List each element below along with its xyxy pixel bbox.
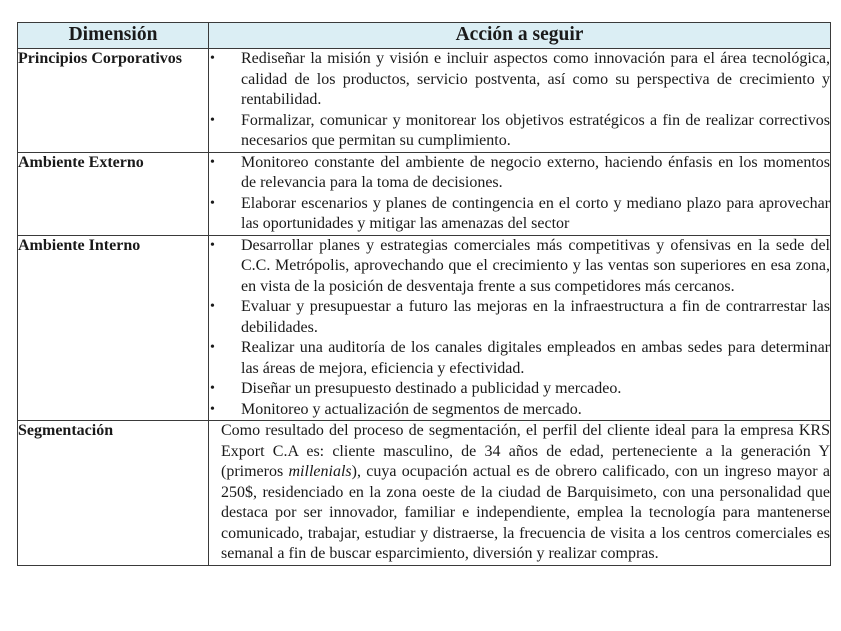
action-item bbox=[209, 400, 830, 421]
action-list bbox=[209, 153, 830, 235]
action-text: Realizar una auditoría de los canales digitales empleados en ambas sedes para determinar las áreas de mejora, eficiencia y efectividad. bbox=[241, 339, 830, 377]
table-row-principios-corporativos bbox=[18, 49, 831, 153]
action-text: Evaluar y presupuestar a futuro las mejoras en la infraestructura a fin de contrarrestar las debilidades. bbox=[241, 298, 830, 336]
action-text: Desarrollar planes y estrategias comerciales más competitivas y ofensivas en la sede del C.C. Metrópolis, aprovechando que el crecimiento y las ventas son superiores en esa zona, en vista de la posición de desventaja frente a sus competidores más cercanos. bbox=[241, 236, 830, 295]
header-row bbox=[18, 23, 831, 49]
bullet-icon: • bbox=[210, 112, 215, 128]
action-item bbox=[209, 297, 830, 338]
action-text: Monitoreo y actualización de segmentos de mercado. bbox=[241, 400, 582, 418]
bullet-icon: • bbox=[210, 154, 215, 170]
action-item bbox=[209, 194, 830, 235]
action-item bbox=[209, 153, 830, 194]
action-cell bbox=[209, 421, 831, 566]
action-cell bbox=[209, 49, 831, 153]
table-row-ambiente-externo bbox=[18, 152, 831, 235]
dimension-cell bbox=[18, 235, 209, 421]
action-text: Monitoreo constante del ambiente de negocio externo, haciendo énfasis en los momentos de relevancia para la toma de decisiones. bbox=[241, 153, 830, 191]
action-item bbox=[209, 379, 830, 400]
paragraph-text: ), cuya ocupación actual es de obrero calificado, con un ingreso mayor a 250$, residenciado en la zona oeste de la ciudad de Barquisimeto, con una personalidad que destaca por ser innovador, familiar e independiente, emplea la tecnología para mantenerse comunicado, trabajar, estudiar y distraerse, la frecuencia de visita a los centros comerciales es semanal a fin de buscar esparcimiento, diversión y realizar compras. bbox=[221, 463, 830, 562]
dimension-label: Ambiente Interno bbox=[18, 236, 141, 254]
action-list bbox=[209, 49, 830, 152]
action-text: Rediseñar la misión y visión e incluir aspectos como innovación para el área tecnológica, calidad de los productos, servicio postventa, así como su perspectiva de crecimiento y rentabilidad. bbox=[241, 50, 830, 108]
paragraph-italic-term: millenials bbox=[288, 463, 352, 480]
action-list bbox=[209, 236, 830, 421]
table-row-ambiente-interno bbox=[18, 235, 831, 421]
bullet-icon: • bbox=[210, 51, 215, 66]
bullet-icon: • bbox=[210, 237, 215, 253]
table-row-segmentacion bbox=[18, 421, 831, 566]
action-item bbox=[209, 49, 830, 111]
bullet-icon: • bbox=[210, 401, 215, 417]
action-cell bbox=[209, 152, 831, 235]
action-item bbox=[209, 236, 830, 298]
dimension-cell bbox=[18, 152, 209, 235]
dimension-cell bbox=[18, 421, 209, 566]
bullet-icon: • bbox=[210, 299, 215, 314]
action-text: Elaborar escenarios y planes de contingencia en el corto y mediano plazo para aprovechar las oportunidades y mitigar las amenazas del sector bbox=[241, 194, 830, 232]
action-table bbox=[17, 22, 831, 566]
segmentation-paragraph bbox=[209, 421, 830, 565]
dimension-label: Segmentación bbox=[18, 422, 114, 439]
action-text: Formalizar, comunicar y monitorear los objetivos estratégicos a fin de realizar correctivos necesarios que permitan su cumplimiento. bbox=[241, 111, 830, 149]
bullet-icon: • bbox=[210, 381, 215, 396]
dimension-cell bbox=[18, 49, 209, 153]
action-cell bbox=[209, 235, 831, 421]
action-item bbox=[209, 111, 830, 152]
bullet-icon: • bbox=[210, 195, 215, 211]
header-dimension: Dimensión bbox=[18, 23, 209, 49]
action-text: Diseñar un presupuesto destinado a publicidad y mercadeo. bbox=[241, 380, 622, 397]
dimension-label: Ambiente Externo bbox=[18, 153, 144, 171]
header-action: Acción a seguir bbox=[209, 23, 831, 49]
paragraph-text: Como resultado del proceso de segmentación, el perfil del cliente ideal para la empresa KRS Export C.A es: cliente masculino, de 34 años de edad, perteneciente a la generación Y (primeros bbox=[221, 422, 830, 480]
action-item bbox=[209, 338, 830, 379]
dimension-label: Principios Corporativos bbox=[18, 50, 182, 67]
bullet-icon: • bbox=[210, 340, 215, 355]
